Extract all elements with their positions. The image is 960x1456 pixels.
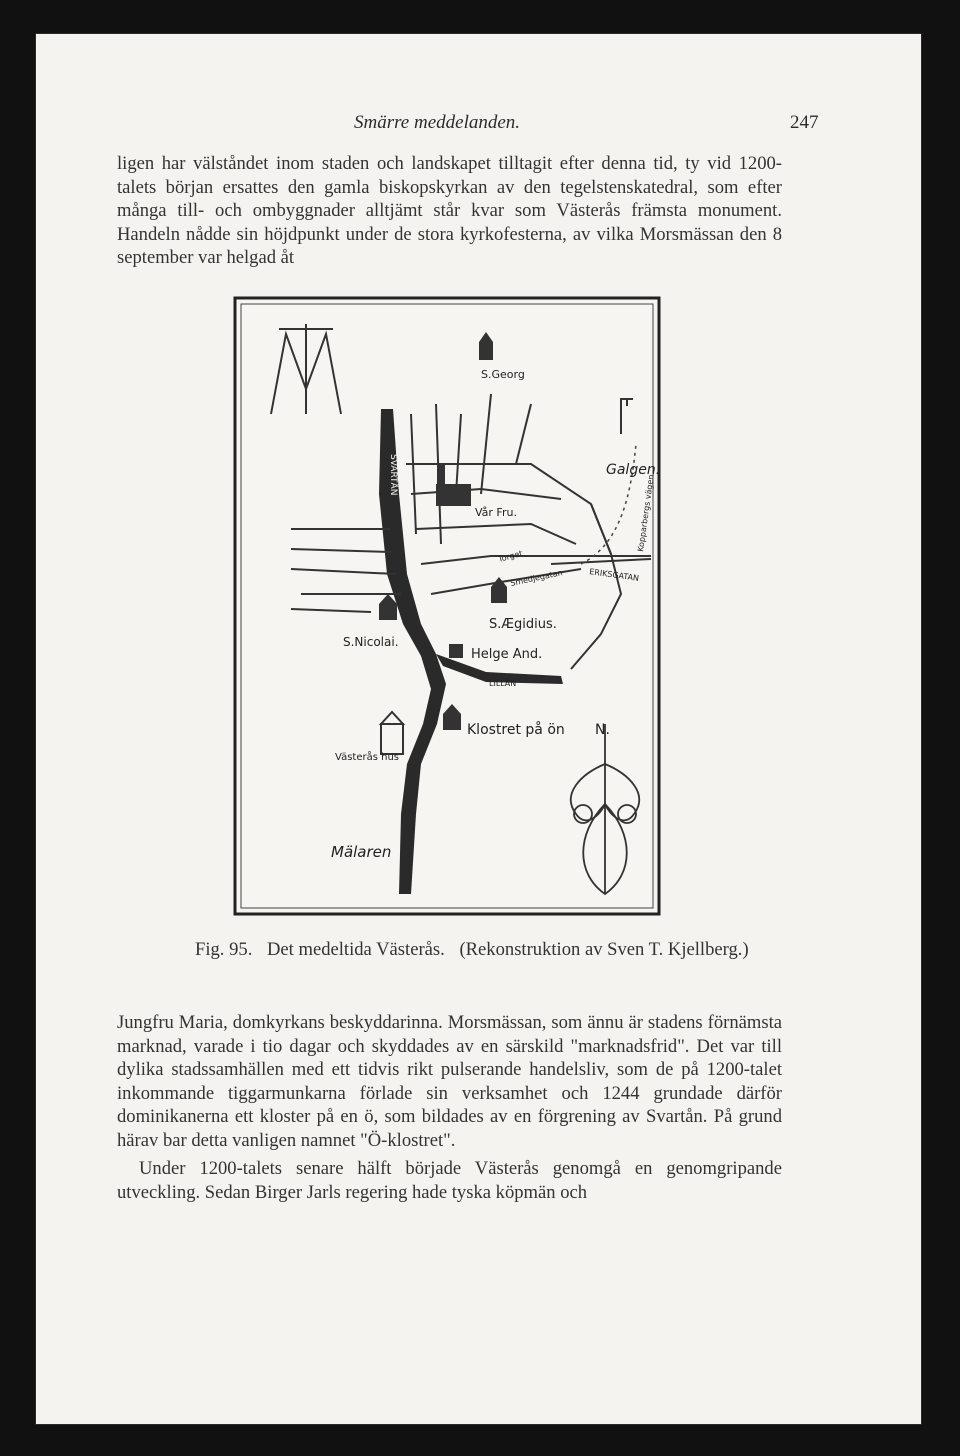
running-head xyxy=(36,112,921,142)
label-s-agidius: S.Ægidius. xyxy=(489,617,557,632)
label-vasteras-hus: Västerås hus xyxy=(335,752,399,763)
label-torget: Torget xyxy=(497,548,524,564)
label-lillan: LILLÅN xyxy=(489,679,517,688)
label-kopparbergs-vagen: Kopparbergs vägen. xyxy=(636,471,657,553)
running-title: Smärre meddelanden. xyxy=(354,112,521,133)
map-figure xyxy=(231,294,663,918)
paragraph-1: ligen har välståndet inom staden och landskapet tilltagit efter denna tid, ty vid 1200-talets början ersattes den gamla biskopskyrkan av den tegelstenskatedral, som efter många till- och ombyggnader alltjämt står kvar som Västerås främsta monument. Handeln nådde sin höjdpunkt under de stora kyrkofesterna, av vilka Morsmässan den 8 september var helgad åt xyxy=(117,153,782,269)
page-number: 247 xyxy=(790,112,819,133)
label-var-fru: Vår Fru. xyxy=(475,506,517,519)
church-helge-and xyxy=(449,644,463,658)
paragraph-3: Under 1200-talets senare hälft började Västerås genomgå en genomgripande utveckling. Sedan Birger Jarls regering hade tyska köpmän och xyxy=(117,1158,782,1203)
label-north: N. xyxy=(595,722,610,738)
figure-caption xyxy=(195,939,835,961)
medieval-vasteras-map xyxy=(231,294,663,918)
label-eriksgatan: ERIKSGATAN xyxy=(588,567,640,583)
label-smedjegatan: Smedjegatan xyxy=(509,568,564,588)
label-klostret: Klostret på ön xyxy=(467,722,565,738)
paragraph-2: Jungfru Maria, domkyrkans beskyddarinna. Morsmässan, som ännu är stadens förnämsta marknad, varade i tio dagar och skyddades av en särskild "marknadsfrid". Det var till dylika stadssamhällen med ett tidvis rikt pulserande handelsliv, som de på 1200-talet inkommande tiggarmunkarna förlade sin verksamhet och 1244 grundade därför dominikanerna ett kloster på en ö, som bildades av en förgrening av Svartån. På grund härav bar detta vanligen namnet "Ö-klostret". xyxy=(117,1012,782,1151)
label-malaren: Mälaren xyxy=(331,843,392,861)
label-s-nicolai: S.Nicolai. xyxy=(343,635,399,649)
label-svartan: SVARTÅN xyxy=(388,454,398,496)
map-frame xyxy=(235,298,659,914)
book-page xyxy=(36,34,921,1424)
caption-fig-number: Fig. 95. xyxy=(195,939,253,960)
label-s-georg: S.Georg xyxy=(481,368,525,381)
caption-title: Det medeltida Västerås. xyxy=(267,939,445,960)
caption-credit: (Rekonstruktion av Sven T. Kjellberg.) xyxy=(459,939,749,960)
label-helge-and: Helge And. xyxy=(471,647,543,662)
label-galgen: Galgen. xyxy=(606,462,661,478)
